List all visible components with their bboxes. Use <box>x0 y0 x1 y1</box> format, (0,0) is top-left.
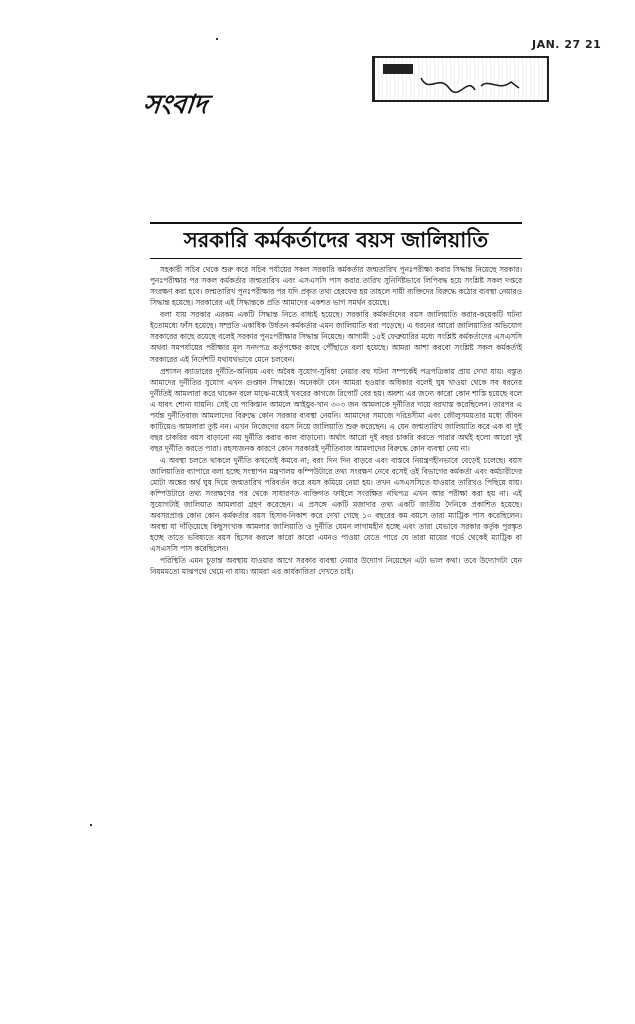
article-headline: সরকারি কর্মকর্তাদের বয়স জালিয়াতি <box>150 222 522 259</box>
scan-speck <box>90 824 92 826</box>
article-body <box>150 264 522 577</box>
article-paragraph: এ অবস্থা চলতে থাকলে দুর্নীতি কখনোই কমবে না; বরং দিন দিন বাড়বে এবং বাস্তবে নিয়ন্ত্রণহীনভাবে বেড়েই চলেছে। বয়স জালিয়াতির ব্যাপারে বলা হচ্ছে সংস্থাপন মন্ত্রণালয় কম্পিউটারে তথ্য সংরক্ষণ নেবে বসেই ওই বিভাগের কর্মকর্তা এবং কর্মচারীদের মোটা অঙ্কের অর্থ ঘুষ দিয়ে জন্মতারিখ পরিবর্তন করে বয়স কমিয়ে নেয়া হয়। তখন এসএসসিতে যাওয়ার তারিখও পিছিয়ে যায়। কম্পিউটারে তথ্য সংরক্ষণের পর থেকে সাধারণত ব্যক্তিগত ফাইলে সংরক্ষিত নথিপত্র এখন আর পরীক্ষা করা হয় না। এই সুযোগটাই জালিয়াত আমলারা গ্রহণ করেছেন। এ প্রসঙ্গে একটি মজাদার তথ্য একটি জাতীয় দৈনিকে প্রকাশিত হয়েছে। অবসরপ্রাপ্ত কোন কোন কর্মকর্তার বয়স হিসাব-নিকাশ করে দেখা গেছে ১০ বছরের কম বয়সে তারা ম্যাট্রিক পাস করেছিলেন। অবস্থা যা দাঁড়িয়েছে কিছুসংখ্যক আমলার জালিয়াতি ও দুর্নীতি যেমন লাগামহীন হচ্ছে এবং তারা যেভাবে সরকার কর্তৃক পুরস্কৃত হচ্ছে তাতে ভবিষ্যতে বয়স হিসেব করলে কারো কারো এমনও পাওয়া যেতে পারে যে তারা মায়ের গর্ভে থেকেই ম্যাট্রিক বা এসএসসি পাস করেছিলেন। <box>150 455 522 554</box>
article-paragraph: বলা যায় সরকার এরকম একটি সিদ্ধান্ত নিতে বাধ্যই হয়েছে। সরকারি কর্মকর্তাদের বয়স জালিয়াতি করার-কয়েকটি ঘটনা ইতোমধ্যে ফাঁস হয়েছে। সম্প্রতি একাধিক উর্ধতন কর্মকর্তার এমন জালিয়াতি ধরা পড়েছে। এ ধরনের আরো জালিয়াতির অভিযোগ সরকারের কাছে রয়েছে বলেই সরকার পুনঃপরীক্ষার সিদ্ধান্ত নিয়েছে। আগামী ১৫ই ফেব্রুয়ারির মধ্যে সংশ্লিষ্ট কর্মকর্তাদের এসএসসি অথবা সমপর্যায়ের পরীক্ষার মূল সনদপত্র কর্তৃপক্ষের কাছে পৌঁছাতে বলা হয়েছে। আমরা আশা করবো সংশ্লিষ্ট সকল কর্মকর্তাই সরকারের এই নির্দেশটি যথাযথভাবে মেনে চলবেন। <box>150 310 522 364</box>
newspaper-masthead: সংবাদ <box>141 90 209 120</box>
article-paragraph: সহকারী সচিব থেকে শুরু করে সচিব পর্যায়ের সকল সরকারি কর্মকর্তার জন্মতারিখ পুনঃপরীক্ষা করার সিদ্ধান্ত নিয়েছে সরকার। পুনঃপরীক্ষার পর সকল কর্মকর্তার জন্মতারিখ এবং এসএসসি পাস করার তারিখ সুনির্দিষ্টভাবে লিপিবদ্ধ হয়ে সংশ্লিষ্ট সকল দপ্তরে সংরক্ষণ করা হবে। জন্মতারিখ পুনঃপরীক্ষার পর যদি প্রকৃত তথ্য হেরফের হয় তাহলে দায়ী ব্যক্তিদের বিরুদ্ধে কঠোর ব্যবস্থা নেয়ারও সিদ্ধান্ত হয়েছে। সরকারের এই সিদ্ধান্তকে প্রতি আমাদের একশত ভাগ সমর্থন রয়েছে। <box>150 265 522 308</box>
article-paragraph: পরিস্থিতি এমন চূড়ান্ত অবস্থায় যাওয়ার আগে সরকার ব্যবস্থা নেয়ার উদ্যোগ নিয়েছেন এটা ভাল কথা। তবে উদ্যোগটা যেন নিয়মমতো মাঝপথে থেমে না যায়। আমরা এর কার্যকারিতা দেখতে চাই। <box>150 556 522 577</box>
stamp-mark <box>383 64 413 74</box>
article-paragraph: প্রশাসন ক্যাডারের দুর্নীতি-অনিয়ম এবং অবৈধ সুযোগ-সুবিধা নেয়ার বহু ঘটনা সম্পর্কেই পত্রপত্রিকায় প্রায় দেখা যায়। বস্তুত আমাদের দুর্নীতির সুযোগ এখন গুপ্তধন সিদ্ধান্তে। অনেকটা যেন আমরা হওয়ার অধিকার বলেই ঘুষ খাওয়া থেকে সব ধরনের দুর্নীতিই আমলারা করে থাকেন বলে মাঝে-মধ্যেই খবরের কাগজে রিপোর্ট বের হয়। অবশ্য এর জন্যে কারো কোন শাস্তি হয়েছে বলে এ যাবৎ শোনা যায়নি। সেই যে পাকিস্তান আমলে আইয়ুব-খান ৩০৩ জন আমলাকে দুর্নীতির দায়ে বরখাস্ত করেছিলেন। তারপর এ পর্যন্ত দুর্নীতিবাজ আমলাদের বিরুদ্ধে কোন সরকার ব্যবস্থা নেয়নি। আমাদের সমাজে দরিদ্রসীমা এবং জৌলুসময়তার মধ্যে জীবন কাটিয়েও আমলারা তুষ্ট নন। এখন নিজেদের বয়স নিয়ে জালিয়াতি শুরু করেছেন। এ যেন জন্মতারিখ জালিয়াতি করে এক বা দুই বছর চাকরির বয়স বাড়ানো নয় দুর্নীতি করার কাল বাড়ানো। অর্থাৎ আরো দুই বছর চাকরি করতে পারার অর্থই হলো আরো দুই বছর দুর্নীতি করতে পারা। রহস্যজনক কারণে কোন সরকারই দুর্নীতিবাজ আমলাদের বিরুদ্ধে কোন ব্যবস্থা নেয় না। <box>150 366 522 453</box>
clipping-date-stamp: JAN. 27 21 <box>532 38 602 51</box>
handwritten-note-scribble <box>415 72 525 96</box>
editorial-article <box>150 222 522 578</box>
library-clipping-box <box>372 56 549 102</box>
scan-speck <box>216 38 218 40</box>
